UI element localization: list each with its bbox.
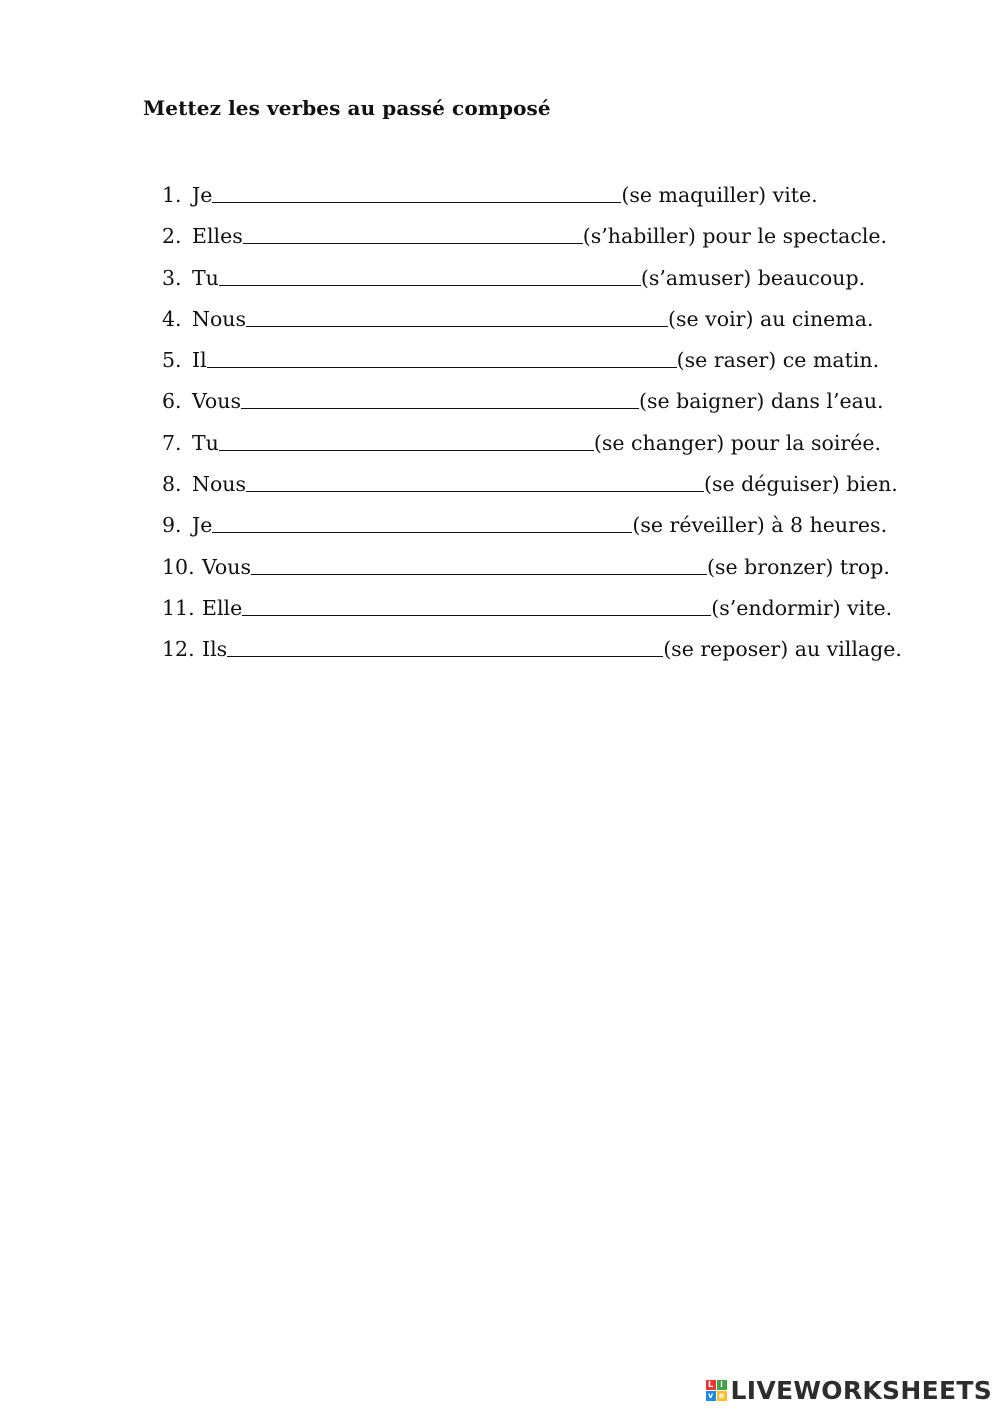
- item-subject: Tu: [192, 265, 219, 290]
- item-subject: Tu: [192, 430, 219, 455]
- item-subject: Ils: [202, 637, 228, 662]
- item-number: 9.: [162, 513, 182, 538]
- exercise-item-9: [162, 510, 902, 551]
- answer-blank[interactable]: [227, 636, 663, 657]
- answer-blank[interactable]: [241, 388, 639, 409]
- answer-blank[interactable]: [212, 182, 621, 203]
- logo-cell-i: i: [717, 1380, 727, 1390]
- item-number: 11.: [162, 595, 195, 620]
- item-number: 4.: [162, 306, 182, 331]
- liveworksheets-logo: [706, 1376, 992, 1405]
- answer-blank[interactable]: [212, 512, 632, 533]
- exercise-list: [162, 180, 902, 676]
- item-verb-hint: (se raser) ce matin.: [676, 348, 880, 373]
- answer-blank[interactable]: [246, 471, 704, 492]
- worksheet-title: Mettez les verbes au passé composé: [143, 96, 551, 120]
- answer-blank[interactable]: [219, 430, 594, 451]
- item-number: 2.: [162, 224, 182, 249]
- item-verb-hint: (se déguiser) bien.: [704, 472, 898, 497]
- answer-blank[interactable]: [243, 223, 583, 244]
- answer-blank[interactable]: [242, 595, 711, 616]
- exercise-item-2: [162, 221, 902, 262]
- brand-name: LIVEWORKSHEETS: [730, 1376, 992, 1405]
- logo-cell-v: v: [706, 1391, 716, 1401]
- exercise-item-4: [162, 304, 902, 345]
- exercise-item-10: [162, 552, 902, 593]
- item-subject: Vous: [202, 554, 251, 579]
- item-number: 5.: [162, 348, 182, 373]
- logo-cell-e: e: [717, 1391, 727, 1401]
- item-subject: Nous: [192, 306, 247, 331]
- item-subject: Il: [192, 348, 207, 373]
- item-number: 12.: [162, 637, 195, 662]
- item-subject: Vous: [192, 389, 241, 414]
- item-verb-hint: (se reposer) au village.: [663, 637, 902, 662]
- item-verb-hint: (se bronzer) trop.: [707, 554, 890, 579]
- item-verb-hint: (se voir) au cinema.: [668, 306, 874, 331]
- item-number: 10.: [162, 554, 195, 579]
- answer-blank[interactable]: [219, 265, 641, 286]
- item-verb-hint: (s’habiller) pour le spectacle.: [582, 224, 888, 249]
- logo-cell-l: L: [706, 1380, 716, 1390]
- exercise-item-1: [162, 180, 902, 221]
- item-verb-hint: (se baigner) dans l’eau.: [639, 389, 884, 414]
- item-number: 1.: [162, 183, 182, 207]
- answer-blank[interactable]: [251, 554, 707, 575]
- item-verb-hint: (se réveiller) à 8 heures.: [632, 513, 888, 538]
- item-verb-hint: (se maquiller) vite.: [621, 183, 818, 207]
- exercise-item-7: [162, 428, 902, 469]
- item-subject: Elle: [202, 595, 243, 620]
- item-subject: Elles: [192, 224, 243, 249]
- answer-blank[interactable]: [246, 306, 668, 327]
- item-number: 6.: [162, 389, 182, 414]
- item-subject: Je: [192, 183, 213, 207]
- exercise-item-3: [162, 263, 902, 304]
- item-verb-hint: (s’endormir) vite.: [711, 595, 893, 620]
- exercise-item-8: [162, 469, 902, 510]
- item-verb-hint: (se changer) pour la soirée.: [593, 430, 882, 455]
- exercise-item-12: [162, 634, 902, 675]
- item-number: 3.: [162, 265, 182, 290]
- item-number: 7.: [162, 430, 182, 455]
- item-subject: Nous: [192, 472, 247, 497]
- item-subject: Je: [192, 513, 213, 538]
- exercise-item-6: [162, 386, 902, 427]
- exercise-item-5: [162, 345, 902, 386]
- exercise-item-11: [162, 593, 902, 634]
- answer-blank[interactable]: [207, 347, 677, 368]
- liveworksheets-logo-icon: [706, 1380, 727, 1401]
- item-verb-hint: (s’amuser) beaucoup.: [640, 265, 866, 290]
- item-number: 8.: [162, 472, 182, 497]
